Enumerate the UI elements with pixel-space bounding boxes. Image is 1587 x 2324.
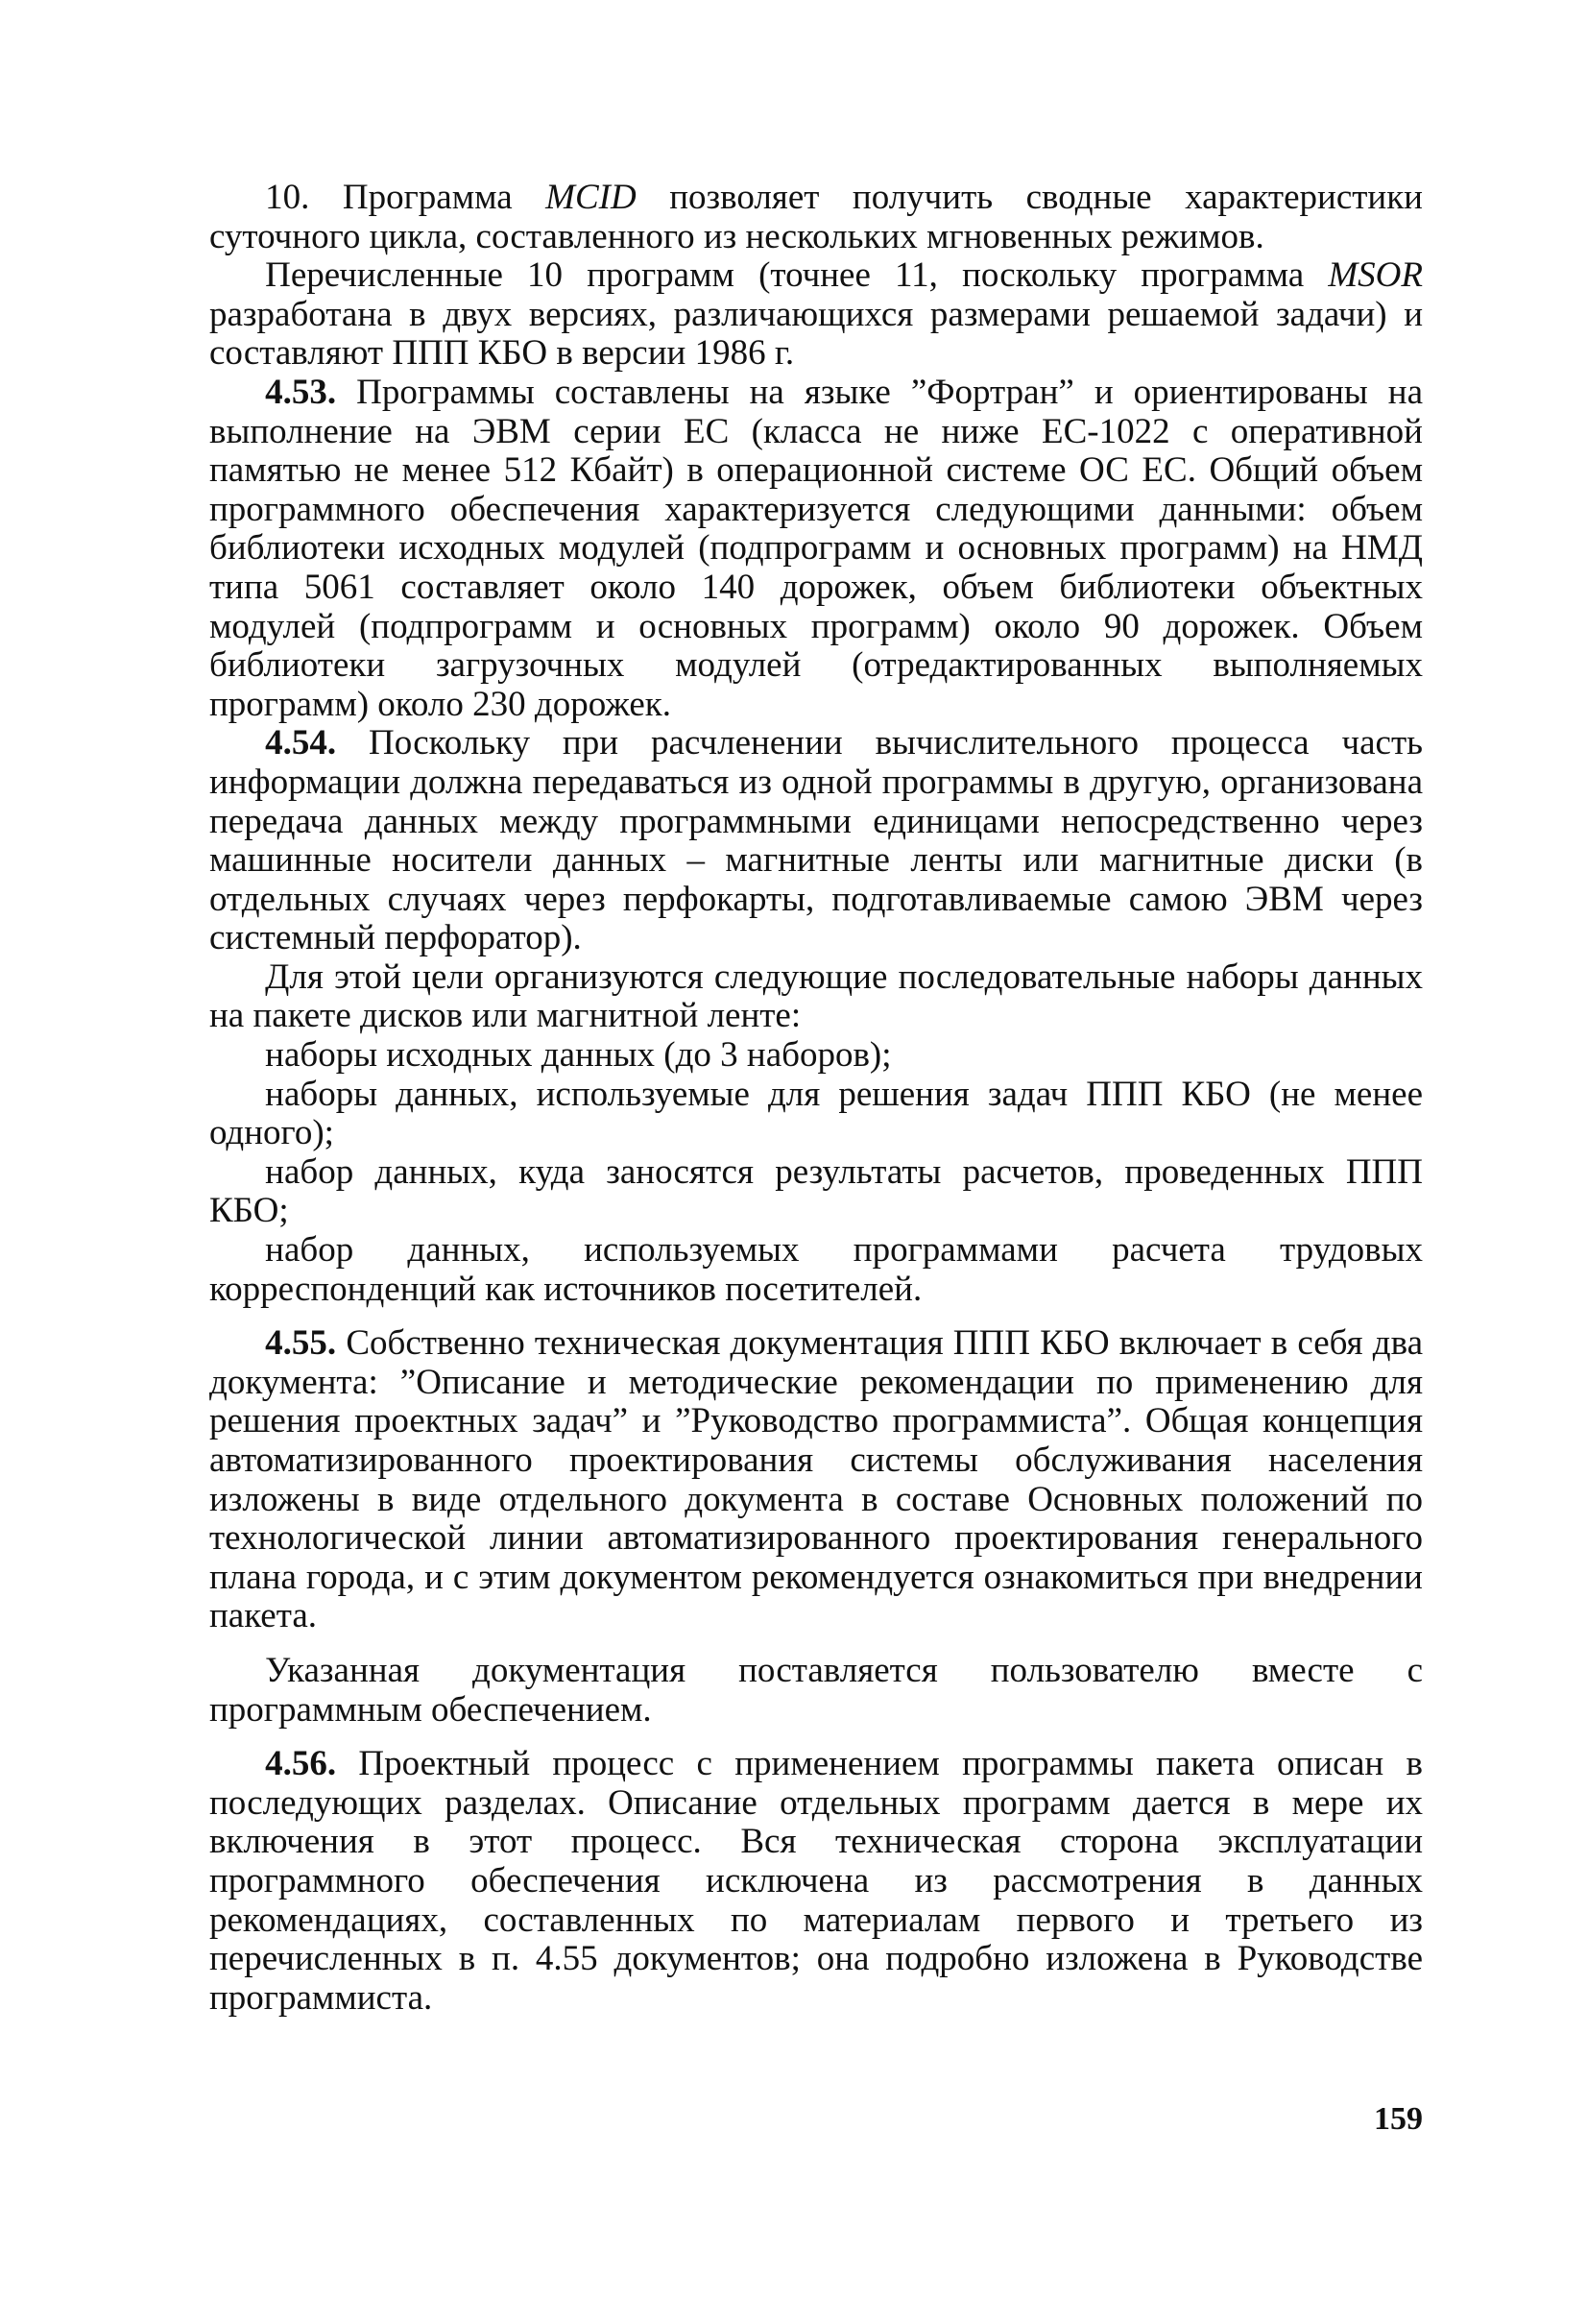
text-run: Проектный процесс с применением программы пакета описан в последующих разделах. Описание отдельных программ дается в мере их включения в этот процесс. Вся техническая сторона эксплуатации программного обеспечения исключена из рассмотрения в данных рекомендациях, составленных по материалам первого и третьего из перечисленных в п. 4.55 документов; она подробно изложена в Руководстве программиста. <box>209 1744 1423 2018</box>
text-run: Программы составлены на языке ”Фортран” и ориентированы на выполнение на ЭВМ серии ЕС (класса не ниже ЕС-1022 с оперативной памятью не менее 512 Кбайт) в операционной системе ОС ЕС. Общий объем программного обеспечения характеризуется следующими данными: объем библиотеки исходных модулей (подпрограмм и основных программ) на НМД типа 5061 составляет около 140 дорожек, объем библиотеки объектных модулей (подпрограмм и основных программ) около 90 дорожек. Объем библиотеки загрузочных модулей (отредактированных выполняемых программ) около 230 дорожек. <box>209 372 1423 724</box>
paragraph-datasets-intro <box>209 958 1423 1036</box>
paragraph-program-list-summary <box>209 256 1423 374</box>
section-number: 4.55. <box>265 1323 337 1364</box>
text-run: Указанная документация поставляется пользователю вместе с программным обеспечением. <box>209 1650 1423 1730</box>
page-number: 159 <box>1374 2101 1423 2137</box>
text-run: наборы данных, используемые для решения задач ППП КБО (не менее одного); <box>209 1074 1423 1153</box>
list-item-results-dataset <box>209 1153 1423 1231</box>
text-run: Для этой цели организуются следующие последовательные наборы данных на пакете дисков или магнитной ленте: <box>209 956 1423 1036</box>
text-run: наборы исходных данных (до 3 наборов); <box>265 1035 892 1076</box>
text-run: Поскольку при расчленении вычислительного процесса часть информации должна передаваться из одной программы в другую, организована передача данных между программными единицами непосредственно через машинные носители данных – магнитные ленты или магнитные диски (в отдельных случаях через перфокарты, подготавливаемые самою ЭВМ через системный перфоратор). <box>209 723 1423 958</box>
program-name-msor: MSOR <box>1328 255 1423 296</box>
text-run: Собственно техническая документация ППП КБО включает в себя два документа: ”Описание и методические рекомендации по применению для решения проектных задач” и ”Руководство программиста”. Общая концепция автоматизированного проектирования системы обслуживания населения изложены в виде отдельного документа в составе Основных положений по технологической линии автоматизированного проектирования генерального плана города, и с этим документом рекомендуется ознакомиться при внедрении пакета. <box>209 1323 1423 1636</box>
section-number: 4.54. <box>265 723 337 763</box>
text-run: набор данных, куда заносятся результаты расчетов, проведенных ППП КБО; <box>209 1151 1423 1231</box>
paragraph-4-53 <box>209 374 1423 724</box>
program-name-mcid: MCID <box>545 178 637 217</box>
paragraph-10-mcid <box>209 179 1423 256</box>
list-item-correspondence-dataset <box>209 1231 1423 1309</box>
text-run: Перечисленные 10 программ (точнее 11, поскольку программа <box>265 255 1329 296</box>
body-text <box>209 179 1423 2018</box>
list-item-input-datasets <box>209 1036 1423 1076</box>
section-number: 4.56. <box>265 1744 337 1784</box>
text-run: разработана в двух версиях, различающихся размерами решаемой задачи) и составляют ППП КБО в версии 1986 г. <box>209 294 1423 374</box>
text-run: набор данных, используемых программами расчета трудовых корреспонденций как источников посетителей. <box>209 1230 1423 1309</box>
paragraph-4-56 <box>209 1745 1423 2018</box>
paragraph-4-55 <box>209 1324 1423 1636</box>
text-run: 10. Программа <box>265 178 546 217</box>
list-item-task-datasets <box>209 1076 1423 1153</box>
section-number: 4.53. <box>265 372 337 412</box>
paragraph-4-54 <box>209 724 1423 958</box>
text-run: позволяет получить сводные характеристики суточного цикла, составленного из нескольких мгновенных режимов. <box>209 178 1423 256</box>
paragraph-documentation-delivery <box>209 1652 1423 1730</box>
